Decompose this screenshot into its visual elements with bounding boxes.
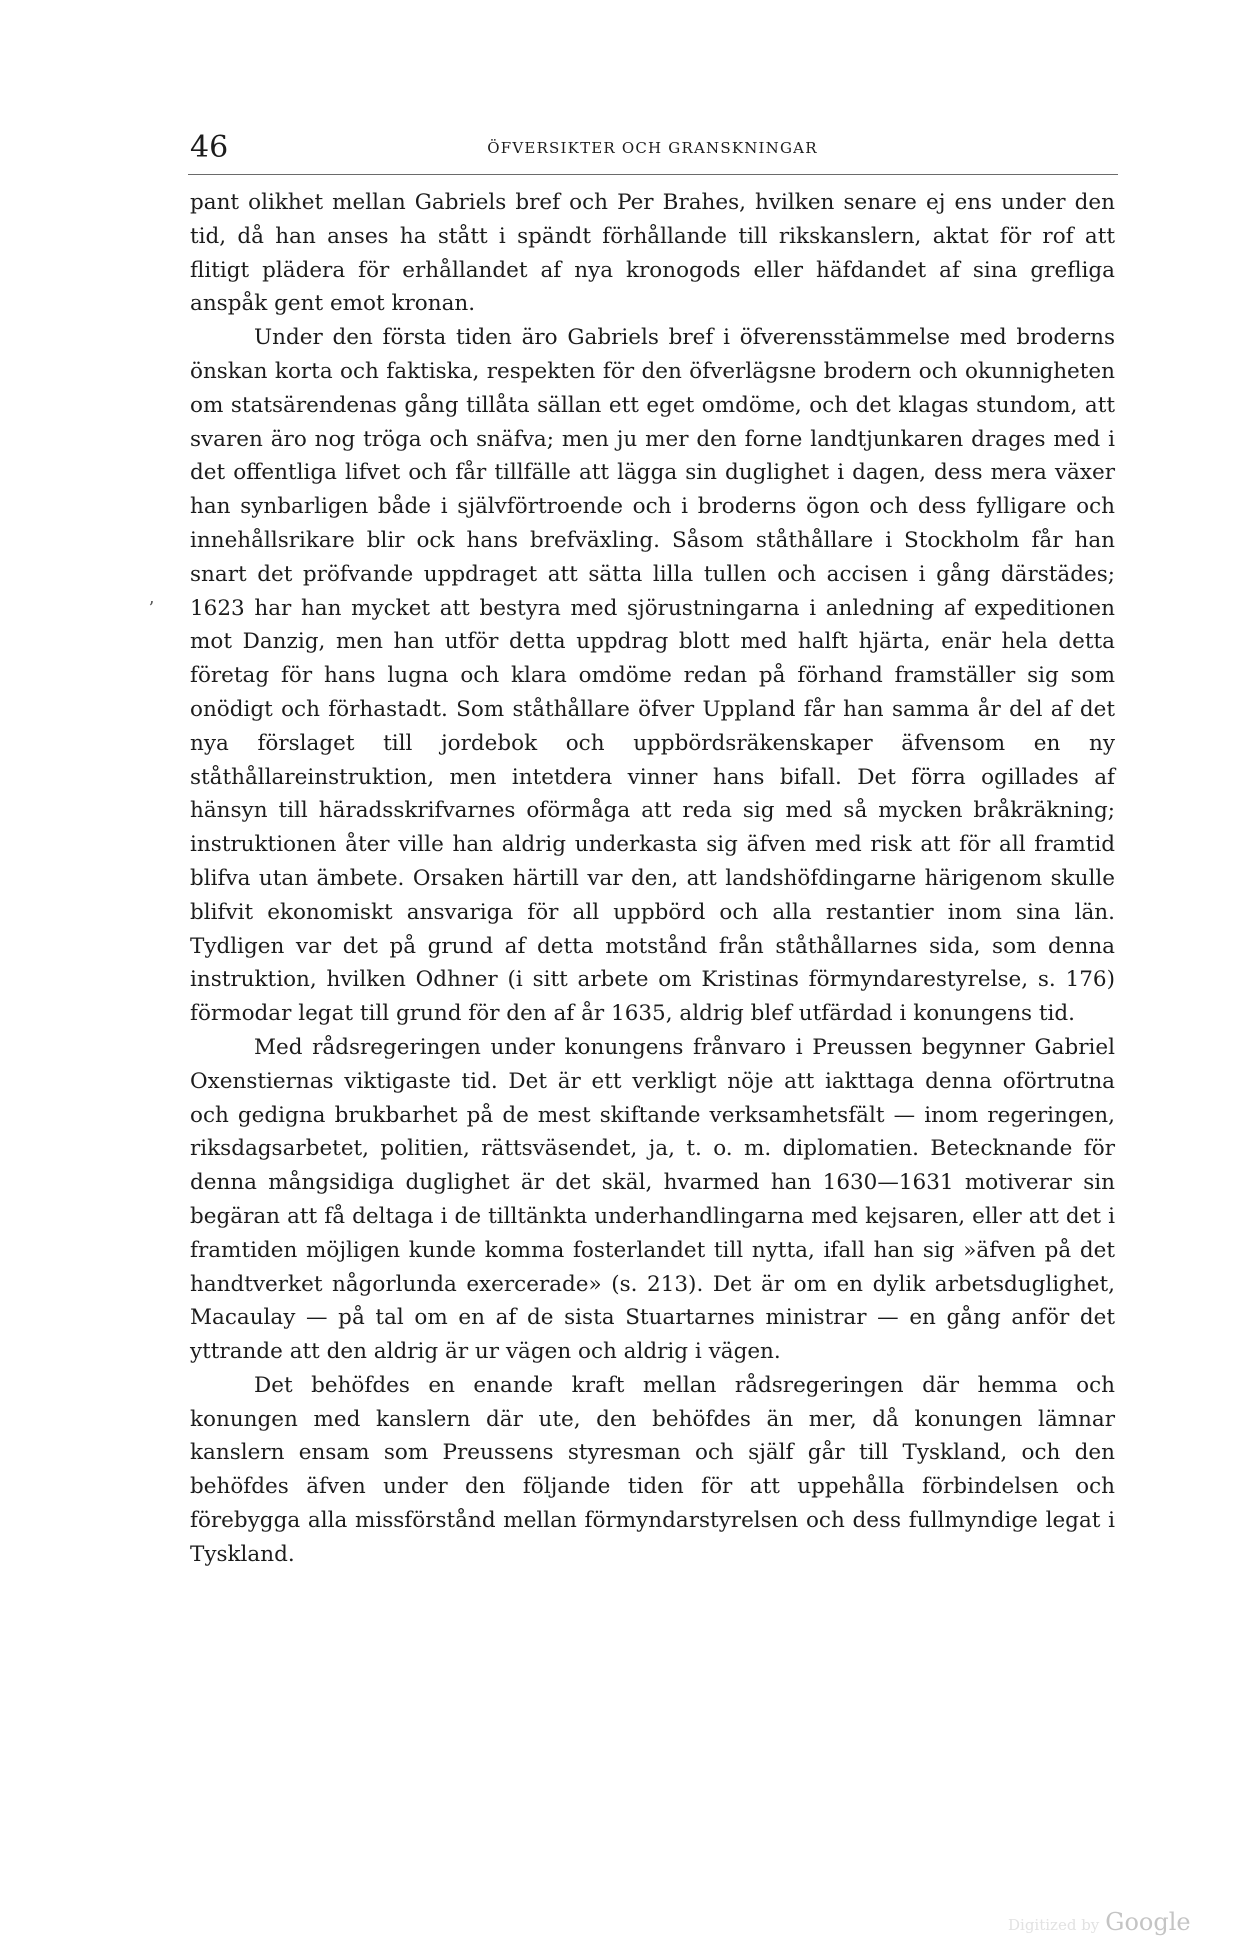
- header-rule: [188, 174, 1118, 175]
- watermark-prefix: Digitized by: [1008, 1916, 1100, 1934]
- running-head: [190, 128, 1115, 168]
- paragraph: Under den första tiden äro Gabriels bref i öfverensstämmelse med broderns önskan korta och faktiska, respekten för den öfverlägsne brodern och okunnigheten om statsärendenas gång tillåta sällan ett eget omdöme, och det klagas stundom, att svaren äro nog tröga och snäfva; men ju mer den forne landtjunkaren drages med i det offentliga lifvet och får tillfälle att lägga sin duglighet i dagen, dess mera växer han synbarligen både i självförtroende och i broderns ögon och dess fylligare och innehållsrikare blir ock hans brefväxling. Såsom ståthållare i Stockholm får han snart det pröfvande uppdraget att sätta lilla tullen och accisen i gång därstädes; 1623 har han mycket att bestyra med sjörustningarna i anledning af expeditionen mot Danzig, men han utför detta uppdrag blott med halft hjärta, enär hela detta företag för hans lugna och klara omdöme redan på förhand framställer sig som onödigt och förhastadt. Som ståthållare öfver Uppland får han samma år del af det nya förslaget till jordebok och uppbördsräkenskaper äfvensom en ny ståthållareinstruktion, men intetdera vinner hans bifall. Det förra ogillades af hänsyn till häradsskrifvarnes oförmåga att reda sig med så mycken bråkräkning; instruktionen åter ville han aldrig underkasta sig äfven med risk att för all framtid blifva utan ämbete. Orsaken härtill var den, att landshöfdingarne härigenom skulle blifvit ekonomiskt ansvariga för all uppbörd och alla restantier inom sina län. Tydligen var det på grund af detta motstånd från ståthållarnes sida, som denna instruktion, hvilken Odhner (i sitt arbete om Kristinas förmyndarestyrelse, s. 176) förmodar legat till grund för den af år 1635, aldrig blef utfärdad i konungens tid.: [190, 325, 1115, 1027]
- digitization-watermark: [1008, 1908, 1191, 1936]
- body-text: [190, 186, 1115, 1572]
- page-number: 46: [190, 130, 229, 165]
- running-title: ÖFVERSIKTER OCH GRANSKNINGAR: [487, 139, 818, 157]
- paragraph-continuation: pant olikhet mellan Gabriels bref och Per Brahes, hvilken senare ej ens under den tid, då han anses ha stått i spändt förhållande till rikskanslern, aktat för rof att flitigt plädera för erhållandet af nya kronogods eller häfdandet af sina grefliga anspåk gent emot kronan.: [190, 190, 1115, 317]
- paragraph: Med rådsregeringen under konungens frånvaro i Preussen begynner Gabriel Oxenstiernas viktigaste tid. Det är ett verkligt nöje att iakttaga denna oförtrutna och gedigna brukbarhet på de mest skiftande verksamhetsfält — inom regeringen, riksdagsarbetet, politien, rättsväsendet, ja, t. o. m. diplomatien. Betecknande för denna mångsidiga duglighet är det skäl, hvarmed han 1630—1631 motiverar sin begäran att få deltaga i de tilltänkta underhandlingarna med kejsaren, eller att det i framtiden möjligen kunde komma fosterlandet till nytta, ifall han sig »äfven på det handtverket någorlunda exercerade» (s. 213). Det är om en dylik arbetsduglighet, Macaulay — på tal om en af de sista Stuartarnes ministrar — en gång anför det yttrande att den aldrig är ur vägen och aldrig i vägen.: [190, 1034, 1115, 1365]
- watermark-brand: Google: [1105, 1908, 1191, 1936]
- paragraph: Det behöfdes en enande kraft mellan rådsregeringen där hemma och konungen med kanslern där ute, den behöfdes än mer, då konungen lämnar kanslern ensam som Preussens styresman och själf går till Tyskland, och den behöfdes äfven under den följande tiden för att uppehålla förbindelsen och förebygga alla missförstånd mellan förmyndarstyrelsen och dess fullmyndige legat i Tyskland.: [190, 1372, 1115, 1567]
- margin-mark: ʼ: [148, 598, 154, 619]
